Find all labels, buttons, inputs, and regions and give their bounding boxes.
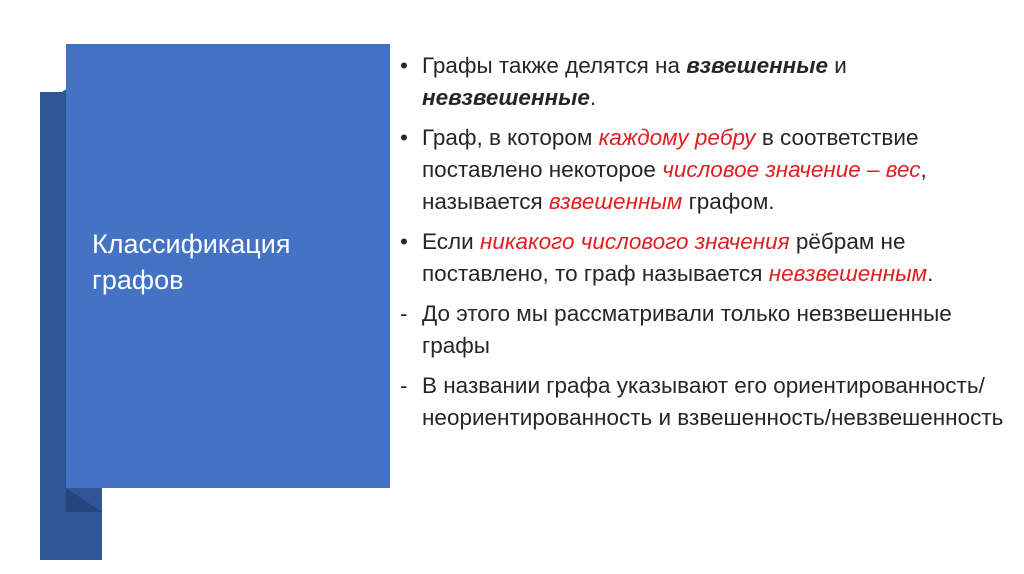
list-item-text: До этого мы рассматривали только невзвешенные графы <box>422 301 952 358</box>
bullet-marker: • <box>400 53 408 78</box>
slide-title-line-2: графов <box>92 265 184 295</box>
list-item-text: В названии графа указывают его ориентированность/неориентированность и взвешенность/невзвешенность <box>422 373 1004 430</box>
list-item-1 <box>398 50 1010 114</box>
text-segment: . <box>589 85 597 110</box>
highlight-unweighted: невзвешенным <box>768 261 928 286</box>
text-segment: и <box>828 53 847 78</box>
list-item-5 <box>398 370 1010 434</box>
text-segment: Графы также делятся на <box>422 53 687 78</box>
bullet-marker: • <box>400 229 408 254</box>
highlight-each-edge: каждому ребру <box>598 125 756 150</box>
text-segment: . <box>927 261 934 286</box>
dash-marker: - <box>400 373 408 398</box>
text-segment: , называется <box>422 157 927 214</box>
emphasis-weighted: взвешенные <box>686 53 828 78</box>
text-segment: Граф, в котором <box>422 125 599 150</box>
bullet-marker: • <box>400 125 408 150</box>
list-item-2 <box>398 122 1010 218</box>
list-item-3 <box>398 226 1010 290</box>
slide-title <box>92 226 372 298</box>
content-list <box>398 50 1010 442</box>
highlight-no-numeric-value: никакого числового значения <box>479 229 790 254</box>
slide-title-line-1: Классификация <box>92 229 291 259</box>
text-segment: Если <box>422 229 480 254</box>
highlight-numeric-value: числовое значение – вес <box>662 157 921 182</box>
dash-marker: - <box>400 301 408 326</box>
list-item-4 <box>398 298 1010 362</box>
emphasis-unweighted: невзвешенные <box>422 85 590 110</box>
highlight-weighted: взвешенным <box>548 189 683 214</box>
text-segment: графом. <box>682 189 775 214</box>
text-segment: рёбрам не поставлено, то граф называется <box>422 229 906 286</box>
text-segment: в соответствие поставлено некоторое <box>422 125 919 182</box>
